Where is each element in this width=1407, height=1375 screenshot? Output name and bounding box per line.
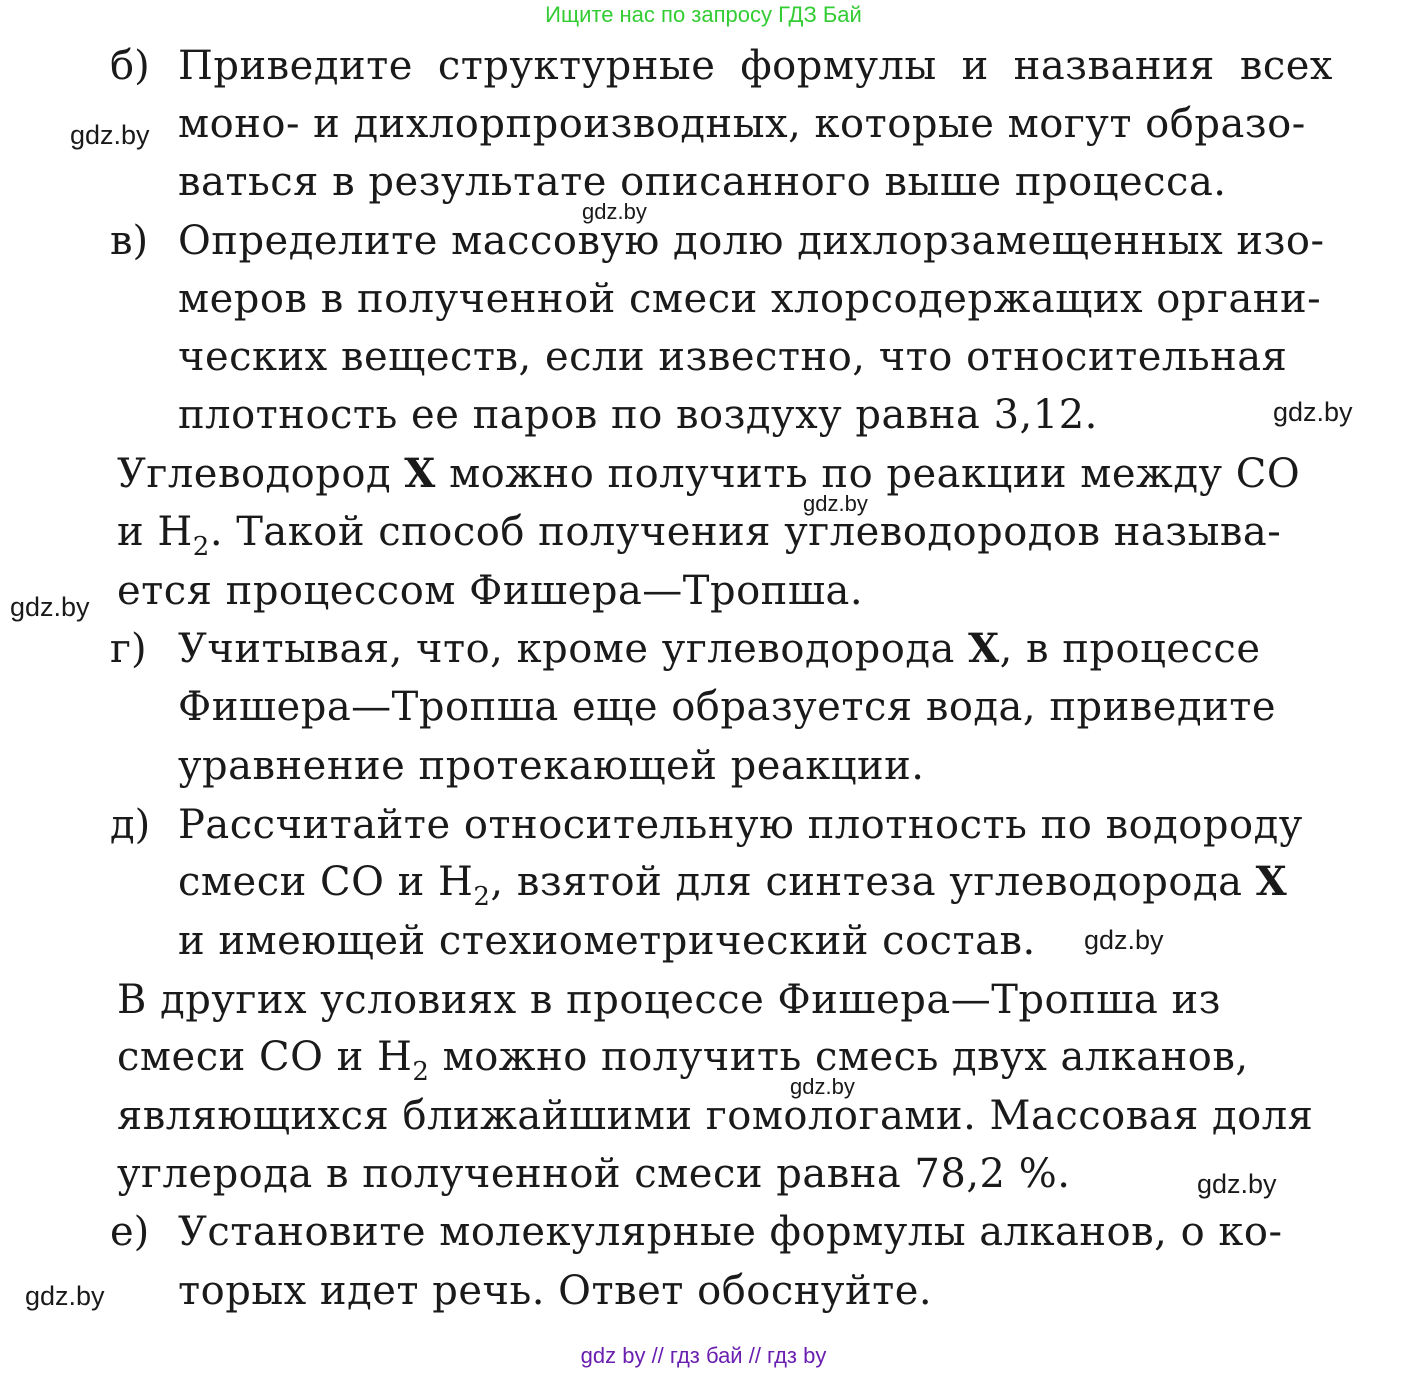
item-g-line-1 <box>178 620 1261 678</box>
item-g-line-3: уравнение протекающей реакции. <box>178 743 925 789</box>
d-l2-sub: 2 <box>473 882 491 912</box>
paragraph-1-line-2 <box>117 503 1281 561</box>
item-e-line-2: торых идет речь. Ответ обоснуйте. <box>178 1268 933 1314</box>
item-v-line-1: Определите массовую долю дихлорзамещенных изо- <box>178 218 1325 264</box>
compound-x: X <box>404 450 436 497</box>
item-d-line-2 <box>178 853 1287 911</box>
d-l2-a: смеси СО и Н <box>178 859 474 905</box>
watermark: gdz.by <box>25 1281 105 1311</box>
item-b-line-3: ваться в результате описанного выше процесса. <box>178 159 1227 205</box>
p1-l2-sub: 2 <box>192 532 210 562</box>
item-g-label: г) <box>110 626 147 672</box>
p1-l2-a: и Н <box>117 509 193 555</box>
watermark: gdz.by <box>803 491 868 516</box>
item-b-line-1: Приведите структурные формулы и названия всех <box>178 43 1333 89</box>
g-l1-a: Учитывая, что, кроме углеводорода <box>178 626 955 672</box>
watermark: gdz.by <box>10 592 90 622</box>
p1-l2-b: . Такой способ получения углеводородов называ- <box>209 509 1282 555</box>
paragraph-2-line-4: углерода в полученной смеси равна 78,2 %. <box>117 1151 1071 1197</box>
p1-l1-b: можно получить по реакции между СО <box>449 451 1301 497</box>
watermark: gdz.by <box>1273 397 1353 427</box>
compound-x: X <box>968 625 1000 672</box>
p2-l2-sub: 2 <box>412 1057 430 1087</box>
g-l1-b: , в процессе <box>999 626 1261 672</box>
item-d-label: д) <box>110 802 151 848</box>
item-b-label: б) <box>110 43 150 89</box>
item-d-line-1: Рассчитайте относительную плотность по водороду <box>178 802 1303 848</box>
item-d-line-3: и имеющей стехиометрический состав. <box>178 918 1036 964</box>
paragraph-2-line-2 <box>117 1028 1249 1086</box>
item-v-label: в) <box>110 218 149 264</box>
p1-l1-a: Углеводород <box>117 451 392 497</box>
paragraph-1-line-3: ется процессом Фишера—Тропша. <box>117 568 864 614</box>
watermark: gdz.by <box>1084 925 1164 955</box>
watermark: gdz.by <box>70 120 150 150</box>
item-v-line-2: меров в полученной смеси хлорсодержащих органи- <box>178 276 1322 322</box>
watermark: gdz.by <box>790 1074 855 1099</box>
d-l2-b: , взятой для синтеза углеводорода <box>490 859 1243 905</box>
footer-links[interactable]: gdz by // гдз бай // гдз by <box>580 1343 827 1368</box>
item-e-label: е) <box>110 1209 150 1255</box>
search-hint-link[interactable]: Ищите нас по запросу ГДЗ Бай <box>545 2 862 27</box>
item-g-line-2: Фишера—Тропша еще образуется вода, приведите <box>178 684 1277 730</box>
item-e-line-1: Установите молекулярные формулы алканов, о ко- <box>178 1209 1283 1255</box>
watermark: gdz.by <box>1197 1169 1277 1199</box>
watermark: gdz.by <box>582 199 647 224</box>
paragraph-1-line-1 <box>117 445 1300 503</box>
p2-l2-b: можно получить смесь двух алканов, <box>442 1034 1249 1080</box>
item-v-line-4: плотность ее паров по воздуху равна 3,12. <box>178 392 1098 438</box>
paragraph-2-line-1: В других условиях в процессе Фишера—Тропша из <box>117 977 1221 1023</box>
compound-x: X <box>1255 858 1288 905</box>
paragraph-2-line-3: являющихся ближайшими гомологами. Массовая доля <box>117 1093 1314 1139</box>
item-b-line-2: моно- и дихлорпроизводных, которые могут образо- <box>178 101 1306 147</box>
p2-l2-a: смеси СО и Н <box>117 1034 413 1080</box>
item-v-line-3: ческих веществ, если известно, что относительная <box>178 334 1288 380</box>
